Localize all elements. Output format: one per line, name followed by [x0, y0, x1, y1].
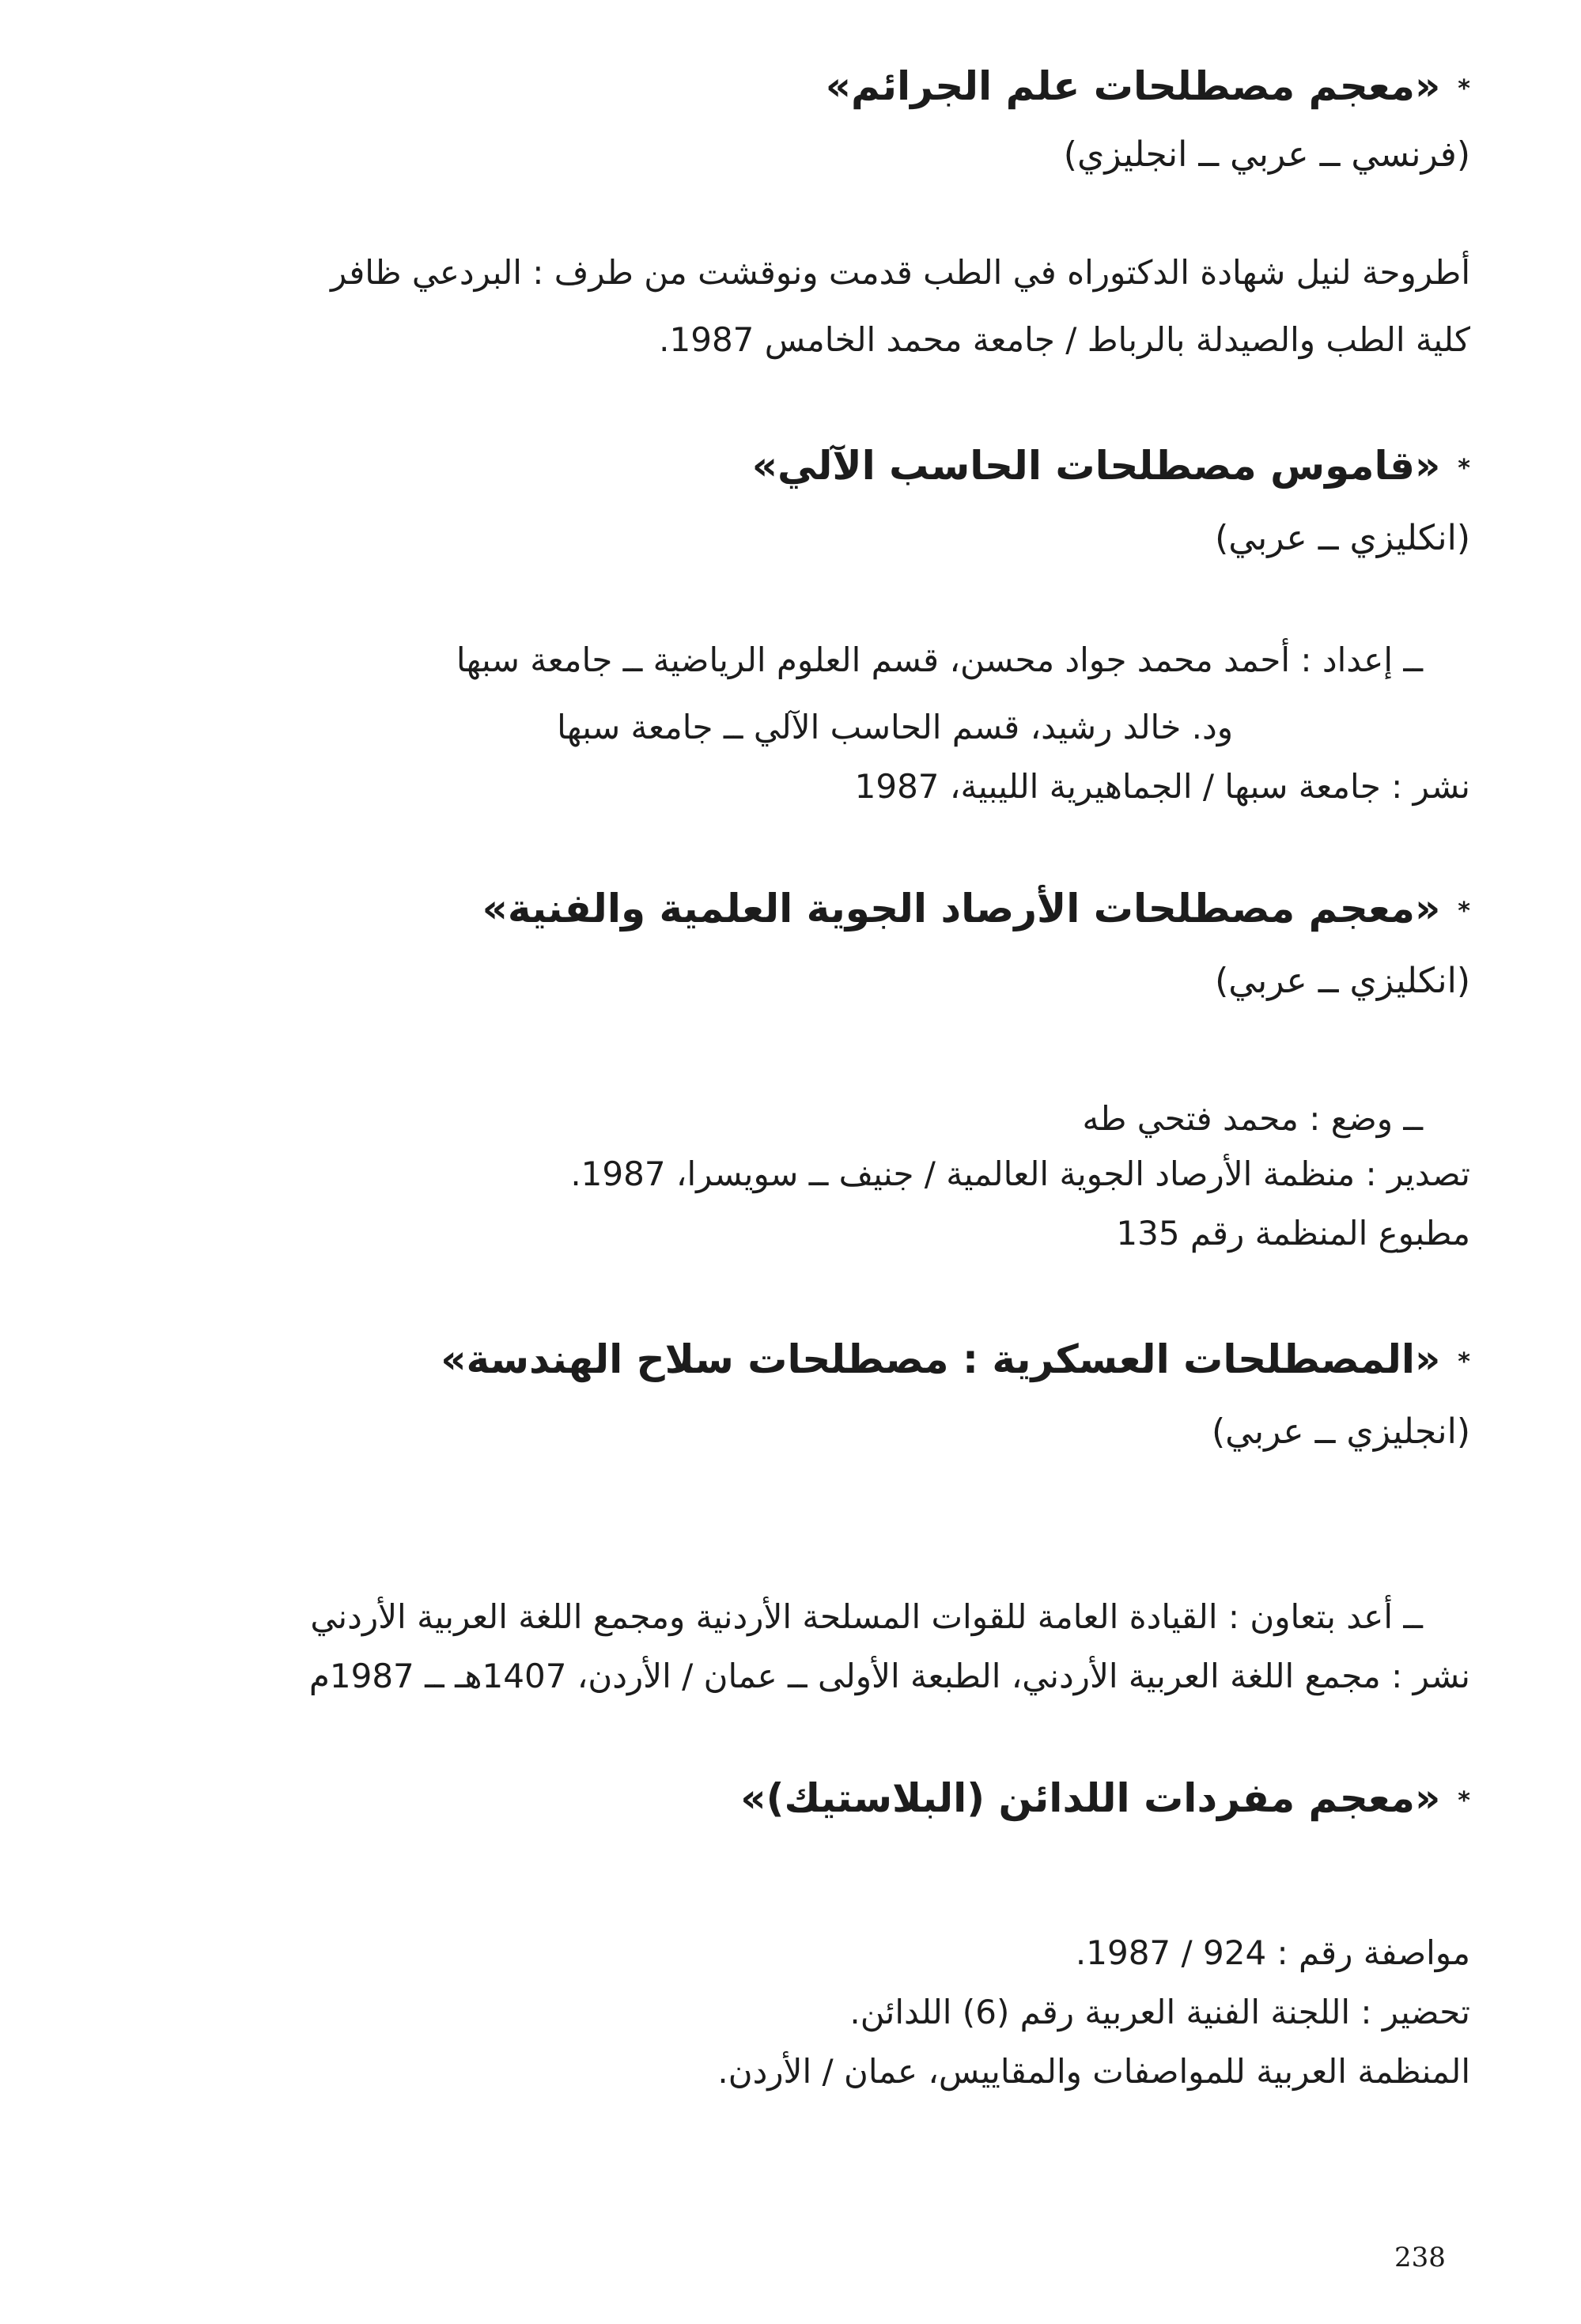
entry-5-line-3: المنظمة العربية للمواصفات والمقاييس، عمان / الأردن.: [717, 2052, 1470, 2091]
entry-title-text: «المصطلحات العسكرية : مصطلحات سلاح الهندسة»: [441, 1336, 1441, 1382]
entry-1-line-2: كلية الطب والصيدلة بالرباط / جامعة محمد الخامس 1987.: [659, 320, 1470, 359]
entry-title-text: «معجم مفردات اللدائن (البلاستيك)»: [740, 1775, 1441, 1821]
entry-1-line-1: أطروحة لنيل شهادة الدكتوراه في الطب قدمت ونوقشت من طرف : البردعي ظافر: [331, 253, 1470, 292]
entry-4-line-1: ــ أعد بتعاون : القيادة العامة للقوات المسلحة الأردنية ومجمع اللغة العربية الأردني: [310, 1597, 1423, 1636]
entry-title-text: «معجم مصطلحات الأرصاد الجوية العلمية والفنية»: [482, 886, 1441, 931]
star-bullet-icon: *: [1458, 897, 1470, 925]
star-bullet-icon: *: [1458, 455, 1470, 482]
star-bullet-icon: *: [1458, 1787, 1470, 1815]
entry-1-title: [826, 63, 1470, 109]
entry-5-line-1: مواصفة رقم : 924 / 1987.: [1075, 1933, 1470, 1972]
star-bullet-icon: *: [1458, 1348, 1470, 1376]
entry-2-languages: (انكليزي ــ عربي): [1215, 518, 1470, 558]
entry-2-title: [752, 443, 1470, 489]
entry-4-line-2: نشر : مجمع اللغة العربية الأردني، الطبعة الأولى ــ عمان / الأردن، 1407هـ ــ 1987م: [308, 1657, 1470, 1695]
entry-5-title: [740, 1775, 1470, 1821]
star-bullet-icon: *: [1458, 75, 1470, 103]
entry-3-line-2: تصدير : منظمة الأرصاد الجوية العالمية / جنيف ــ سويسرا، 1987.: [570, 1154, 1470, 1193]
entry-3-line-3: مطبوع المنظمة رقم 135: [1116, 1214, 1470, 1253]
entry-2-line-3: نشر : جامعة سبها / الجماهيرية الليبية، 1987: [854, 767, 1470, 806]
entry-3-line-1: ــ وضع : محمد فتحي طه: [1082, 1099, 1423, 1138]
entry-4-title: [441, 1336, 1470, 1382]
entry-title-text: «معجم مصطلحات علم الجرائم»: [825, 63, 1441, 109]
entry-title-text: «قاموس مصطلحات الحاسب الآلي»: [751, 443, 1441, 489]
entry-4-languages: (انجليزي ــ عربي): [1212, 1411, 1470, 1452]
entry-3-languages: (انكليزي ــ عربي): [1215, 961, 1470, 1001]
entry-3-title: [482, 886, 1470, 931]
entry-5-line-2: تحضير : اللجنة الفنية العربية رقم (6) اللدائن.: [849, 1993, 1470, 2031]
entry-2-line-1: ــ إعداد : أحمد محمد جواد محسن، قسم العلوم الرياضية ــ جامعة سبها: [456, 641, 1423, 679]
entry-1-languages: (فرنسي ــ عربي ــ انجليزي): [1063, 134, 1470, 175]
entry-2-line-2: ود. خالد رشيد، قسم الحاسب الآلي ــ جامعة سبها: [557, 708, 1233, 746]
page-number: 238: [1394, 2242, 1446, 2273]
